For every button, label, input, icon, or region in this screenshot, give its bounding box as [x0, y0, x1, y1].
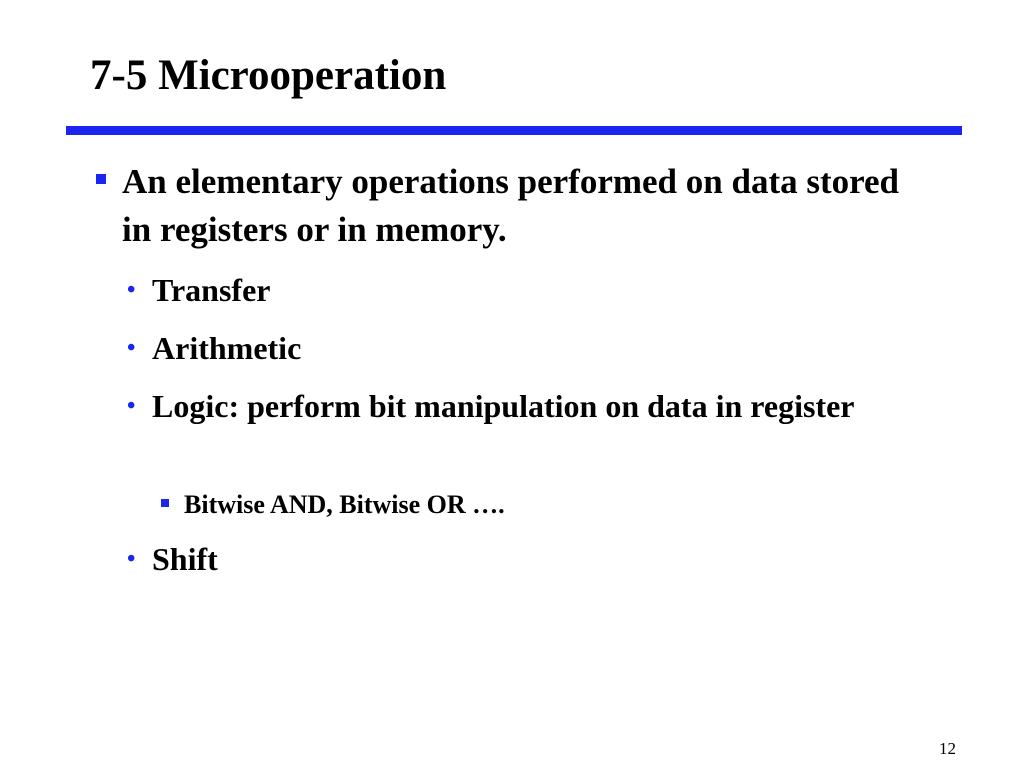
subitem-shift: Shift [152, 541, 218, 577]
square-bullet-icon [161, 499, 169, 507]
slide-title: 7-5 Microoperation [90, 52, 447, 99]
subitem-arithmetic: Arithmetic [152, 330, 302, 366]
subitem-bitwise: Bitwise AND, Bitwise OR …. [184, 490, 505, 519]
dot-bullet-icon: • [127, 277, 136, 303]
dot-bullet-icon: • [127, 393, 136, 419]
subitem-logic: Logic: perform bit manipulation on data in register [152, 388, 855, 424]
square-bullet-icon [96, 174, 106, 184]
title-divider [66, 126, 962, 135]
page-number: 12 [939, 739, 956, 758]
subitem-transfer: Transfer [152, 272, 271, 308]
dot-bullet-icon: • [127, 335, 136, 361]
dot-bullet-icon: • [127, 546, 136, 572]
bullet-item-definition: An elementary operations performed on data stored in registers or in memory. [122, 162, 900, 249]
